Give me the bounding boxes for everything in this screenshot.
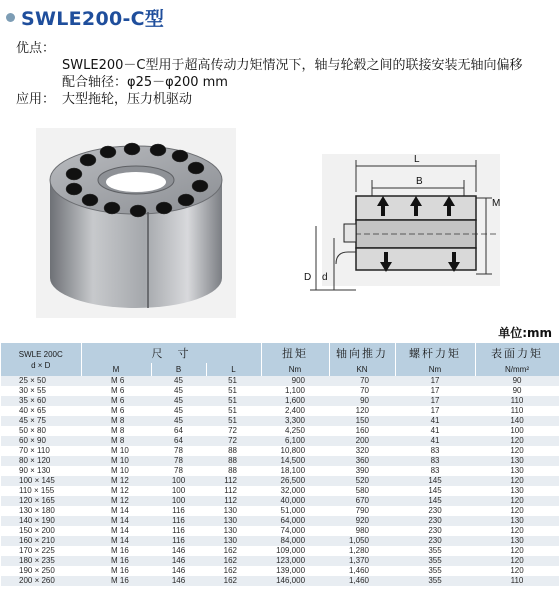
size-cell: 90 × 130 xyxy=(1,466,81,476)
bolt-torque-cell: 230 xyxy=(395,506,475,516)
l-cell: 88 xyxy=(206,456,261,466)
b-cell: 146 xyxy=(151,576,206,586)
b-cell: 116 xyxy=(151,526,206,536)
size-cell: 120 × 165 xyxy=(1,496,81,506)
axial-force-cell: 1,280 xyxy=(329,546,395,556)
table-row xyxy=(1,496,559,506)
shaft-diameter-text: 配合轴径：φ25－φ200 mm xyxy=(62,75,228,90)
bolt-torque-cell: 83 xyxy=(395,466,475,476)
surface-pressure-cell: 120 xyxy=(475,566,559,576)
size-cell: 50 × 80 xyxy=(1,426,81,436)
b-cell: 45 xyxy=(151,376,206,386)
axial-force-cell: 150 xyxy=(329,416,395,426)
axial-force-cell: 70 xyxy=(329,376,395,386)
sub-B: B xyxy=(151,363,206,376)
bolt-size-cell: M 8 xyxy=(81,426,151,436)
bolt-torque-cell: 230 xyxy=(395,516,475,526)
b-cell: 45 xyxy=(151,396,206,406)
torque-cell: 1,600 xyxy=(261,396,329,406)
model-header-line1: SWLE 200C xyxy=(18,349,63,359)
unit-label: 单位:mm xyxy=(498,326,552,340)
bolt-torque-cell: 145 xyxy=(395,496,475,506)
bolt-size-cell: M 14 xyxy=(81,516,151,526)
axial-force-cell: 1,050 xyxy=(329,536,395,546)
torque-cell: 146,000 xyxy=(261,576,329,586)
table-row xyxy=(1,566,559,576)
torque-cell: 64,000 xyxy=(261,516,329,526)
axial-force-cell: 160 xyxy=(329,426,395,436)
b-cell: 116 xyxy=(151,536,206,546)
l-cell: 51 xyxy=(206,396,261,406)
bolt-torque-cell: 17 xyxy=(395,376,475,386)
surface-pressure-header: 表面力矩 xyxy=(475,343,559,363)
advantages-text-wrap xyxy=(16,57,556,91)
l-cell: 130 xyxy=(206,516,261,526)
bolt-torque-cell: 83 xyxy=(395,456,475,466)
table-subheader-row xyxy=(1,363,559,376)
torque-cell: 2,400 xyxy=(261,406,329,416)
size-cell: 140 × 190 xyxy=(1,516,81,526)
axial-force-cell: 920 xyxy=(329,516,395,526)
bolt-torque-cell: 17 xyxy=(395,396,475,406)
axial-force-cell: 1,460 xyxy=(329,566,395,576)
b-cell: 78 xyxy=(151,456,206,466)
size-cell: 110 × 155 xyxy=(1,486,81,496)
advantages-label: 优点： xyxy=(16,41,56,56)
label-d: d xyxy=(322,272,328,283)
torque-cell: 18,100 xyxy=(261,466,329,476)
surface-pressure-cell: 120 xyxy=(475,476,559,486)
bolt-torque-cell: 145 xyxy=(395,486,475,496)
size-cell: 180 × 235 xyxy=(1,556,81,566)
torque-cell: 32,000 xyxy=(261,486,329,496)
bolt-torque-cell: 17 xyxy=(395,406,475,416)
b-cell: 100 xyxy=(151,486,206,496)
spec-table xyxy=(1,343,560,586)
bolt-torque-cell: 41 xyxy=(395,426,475,436)
table-row xyxy=(1,426,559,436)
bolt-torque-cell: 41 xyxy=(395,416,475,426)
label-L: L xyxy=(414,154,420,165)
surface-pressure-cell: 130 xyxy=(475,536,559,546)
model-header xyxy=(1,343,81,376)
bolt-size-cell: M 10 xyxy=(81,456,151,466)
bolt-size-cell: M 14 xyxy=(81,526,151,536)
size-cell: 150 × 200 xyxy=(1,526,81,536)
torque-cell: 40,000 xyxy=(261,496,329,506)
bolt-size-cell: M 8 xyxy=(81,436,151,446)
sub-M: M xyxy=(81,363,151,376)
size-cell: 190 × 250 xyxy=(1,566,81,576)
surface-pressure-cell: 130 xyxy=(475,516,559,526)
spec-table-body xyxy=(1,376,559,586)
axial-force-cell: 790 xyxy=(329,506,395,516)
b-cell: 64 xyxy=(151,426,206,436)
torque-cell: 1,100 xyxy=(261,386,329,396)
l-cell: 88 xyxy=(206,446,261,456)
l-cell: 130 xyxy=(206,536,261,546)
size-cell: 70 × 110 xyxy=(1,446,81,456)
bolt-size-cell: M 10 xyxy=(81,446,151,456)
b-cell: 45 xyxy=(151,386,206,396)
size-cell: 60 × 90 xyxy=(1,436,81,446)
size-cell: 25 × 50 xyxy=(1,376,81,386)
bolt-size-cell: M 12 xyxy=(81,476,151,486)
bolt-torque-cell: 230 xyxy=(395,536,475,546)
table-row xyxy=(1,546,559,556)
l-cell: 162 xyxy=(206,566,261,576)
surface-pressure-cell: 130 xyxy=(475,456,559,466)
surface-pressure-cell: 100 xyxy=(475,426,559,436)
torque-cell: 123,000 xyxy=(261,556,329,566)
b-cell: 45 xyxy=(151,406,206,416)
technical-drawing xyxy=(296,130,508,312)
b-cell: 64 xyxy=(151,436,206,446)
bolt-size-cell: M 6 xyxy=(81,396,151,406)
table-row xyxy=(1,576,559,586)
torque-cell: 3,300 xyxy=(261,416,329,426)
b-cell: 45 xyxy=(151,416,206,426)
torque-cell: 10,800 xyxy=(261,446,329,456)
surface-pressure-cell: 120 xyxy=(475,546,559,556)
table-row xyxy=(1,526,559,536)
size-cell: 160 × 210 xyxy=(1,536,81,546)
size-cell: 30 × 55 xyxy=(1,386,81,396)
table-row xyxy=(1,516,559,526)
l-cell: 88 xyxy=(206,466,261,476)
l-cell: 112 xyxy=(206,486,261,496)
bolt-size-cell: M 16 xyxy=(81,576,151,586)
l-cell: 51 xyxy=(206,406,261,416)
page-title: SWLE200-C型 xyxy=(21,7,165,30)
description xyxy=(16,40,556,108)
sub-L: L xyxy=(206,363,261,376)
title-row xyxy=(6,4,164,30)
b-cell: 146 xyxy=(151,546,206,556)
bolt-torque-cell: 230 xyxy=(395,526,475,536)
bolt-size-cell: M 6 xyxy=(81,406,151,416)
axial-force-cell: 90 xyxy=(329,396,395,406)
table-row xyxy=(1,536,559,546)
torque-cell: 109,000 xyxy=(261,546,329,556)
b-cell: 146 xyxy=(151,556,206,566)
axial-force-cell: 360 xyxy=(329,456,395,466)
bolt-size-cell: M 14 xyxy=(81,536,151,546)
axial-force-cell: 390 xyxy=(329,466,395,476)
l-cell: 72 xyxy=(206,426,261,436)
bullet-icon xyxy=(6,13,15,22)
table-row xyxy=(1,456,559,466)
l-cell: 112 xyxy=(206,476,261,486)
b-cell: 100 xyxy=(151,496,206,506)
application-row xyxy=(16,91,556,108)
l-cell: 130 xyxy=(206,526,261,536)
torque-cell: 139,000 xyxy=(261,566,329,576)
bolt-torque-cell: 355 xyxy=(395,566,475,576)
axial-force-cell: 70 xyxy=(329,386,395,396)
bolt-size-cell: M 6 xyxy=(81,386,151,396)
b-cell: 116 xyxy=(151,506,206,516)
bolt-torque-cell: 355 xyxy=(395,556,475,566)
advantages-text: SWLE200－C型用于超高传动力矩情况下，轴与轮毂之间的联接安装无轴向偏移 xyxy=(62,58,523,73)
bolt-torque-cell: 83 xyxy=(395,446,475,456)
l-cell: 130 xyxy=(206,506,261,516)
surface-pressure-cell: 120 xyxy=(475,506,559,516)
bolt-size-cell: M 12 xyxy=(81,486,151,496)
bolt-torque-cell: 355 xyxy=(395,546,475,556)
l-cell: 51 xyxy=(206,416,261,426)
bolt-size-cell: M 16 xyxy=(81,556,151,566)
surface-pressure-cell: 110 xyxy=(475,396,559,406)
torque-cell: 4,250 xyxy=(261,426,329,436)
torque-cell: 6,100 xyxy=(261,436,329,446)
axial-force-cell: 580 xyxy=(329,486,395,496)
bolt-torque-cell: 145 xyxy=(395,476,475,486)
application-text: 大型拖轮，压力机驱动 xyxy=(62,92,193,107)
bolt-size-cell: M 14 xyxy=(81,506,151,516)
advantages-row xyxy=(16,40,556,57)
bolt-torque-cell: 41 xyxy=(395,436,475,446)
model-header-line2: d × D xyxy=(31,360,51,370)
b-cell: 100 xyxy=(151,476,206,486)
sub-torque-unit: Nm xyxy=(261,363,329,376)
application-label: 应用： xyxy=(16,92,56,107)
axial-force-cell: 1,370 xyxy=(329,556,395,566)
torque-cell: 26,500 xyxy=(261,476,329,486)
surface-pressure-cell: 120 xyxy=(475,436,559,446)
surface-pressure-cell: 140 xyxy=(475,416,559,426)
bolt-size-cell: M 16 xyxy=(81,566,151,576)
axial-force-cell: 980 xyxy=(329,526,395,536)
bolt-size-cell: M 16 xyxy=(81,546,151,556)
size-cell: 100 × 145 xyxy=(1,476,81,486)
bolt-torque-cell: 355 xyxy=(395,576,475,586)
l-cell: 162 xyxy=(206,556,261,566)
size-cell: 80 × 120 xyxy=(1,456,81,466)
axial-force-cell: 320 xyxy=(329,446,395,456)
sub-force-unit: KN xyxy=(329,363,395,376)
bolt-size-cell: M 10 xyxy=(81,466,151,476)
surface-pressure-cell: 110 xyxy=(475,406,559,416)
surface-pressure-cell: 120 xyxy=(475,446,559,456)
surface-pressure-cell: 110 xyxy=(475,576,559,586)
table-row xyxy=(1,386,559,396)
table-header-row xyxy=(1,343,559,363)
size-cell: 170 × 225 xyxy=(1,546,81,556)
surface-pressure-cell: 90 xyxy=(475,386,559,396)
b-cell: 116 xyxy=(151,516,206,526)
l-cell: 162 xyxy=(206,546,261,556)
torque-cell: 14,500 xyxy=(261,456,329,466)
axial-force-cell: 1,460 xyxy=(329,576,395,586)
table-row xyxy=(1,416,559,426)
table-row xyxy=(1,446,559,456)
bolt-torque-cell: 17 xyxy=(395,386,475,396)
size-cell: 35 × 60 xyxy=(1,396,81,406)
axial-force-cell: 670 xyxy=(329,496,395,506)
axial-force-cell: 200 xyxy=(329,436,395,446)
surface-pressure-cell: 130 xyxy=(475,486,559,496)
b-cell: 78 xyxy=(151,466,206,476)
sub-pressure-unit: N/mm² xyxy=(475,363,559,376)
torque-cell: 74,000 xyxy=(261,526,329,536)
torque-cell: 900 xyxy=(261,376,329,386)
table-row xyxy=(1,396,559,406)
table-row xyxy=(1,476,559,486)
l-cell: 162 xyxy=(206,576,261,586)
torque-cell: 84,000 xyxy=(261,536,329,546)
l-cell: 51 xyxy=(206,386,261,396)
surface-pressure-cell: 120 xyxy=(475,556,559,566)
axial-force-cell: 520 xyxy=(329,476,395,486)
label-D: D xyxy=(304,272,312,283)
size-cell: 40 × 65 xyxy=(1,406,81,416)
product-photo xyxy=(36,128,236,318)
l-cell: 72 xyxy=(206,436,261,446)
sub-bolt-unit: Nm xyxy=(395,363,475,376)
size-cell: 200 × 260 xyxy=(1,576,81,586)
table-row xyxy=(1,556,559,566)
l-cell: 112 xyxy=(206,496,261,506)
size-cell: 130 × 180 xyxy=(1,506,81,516)
bolt-torque-header: 螺杆力矩 xyxy=(395,343,475,363)
dimensions-header: 尺 寸 xyxy=(81,343,261,363)
surface-pressure-cell: 120 xyxy=(475,496,559,506)
axial-force-header: 轴向推力 xyxy=(329,343,395,363)
label-M: M xyxy=(492,198,501,209)
b-cell: 78 xyxy=(151,446,206,456)
table-row xyxy=(1,466,559,476)
bolt-size-cell: M 6 xyxy=(81,376,151,386)
bolt-size-cell: M 8 xyxy=(81,416,151,426)
b-cell: 146 xyxy=(151,566,206,576)
table-row xyxy=(1,436,559,446)
surface-pressure-cell: 130 xyxy=(475,466,559,476)
surface-pressure-cell: 120 xyxy=(475,526,559,536)
torque-cell: 51,000 xyxy=(261,506,329,516)
surface-pressure-cell: 90 xyxy=(475,376,559,386)
size-cell: 45 × 75 xyxy=(1,416,81,426)
bolt-size-cell: M 12 xyxy=(81,496,151,506)
table-row xyxy=(1,506,559,516)
l-cell: 51 xyxy=(206,376,261,386)
table-row xyxy=(1,376,559,386)
axial-force-cell: 120 xyxy=(329,406,395,416)
label-B: B xyxy=(416,176,423,187)
table-row xyxy=(1,406,559,416)
table-row xyxy=(1,486,559,496)
torque-header: 扭矩 xyxy=(261,343,329,363)
